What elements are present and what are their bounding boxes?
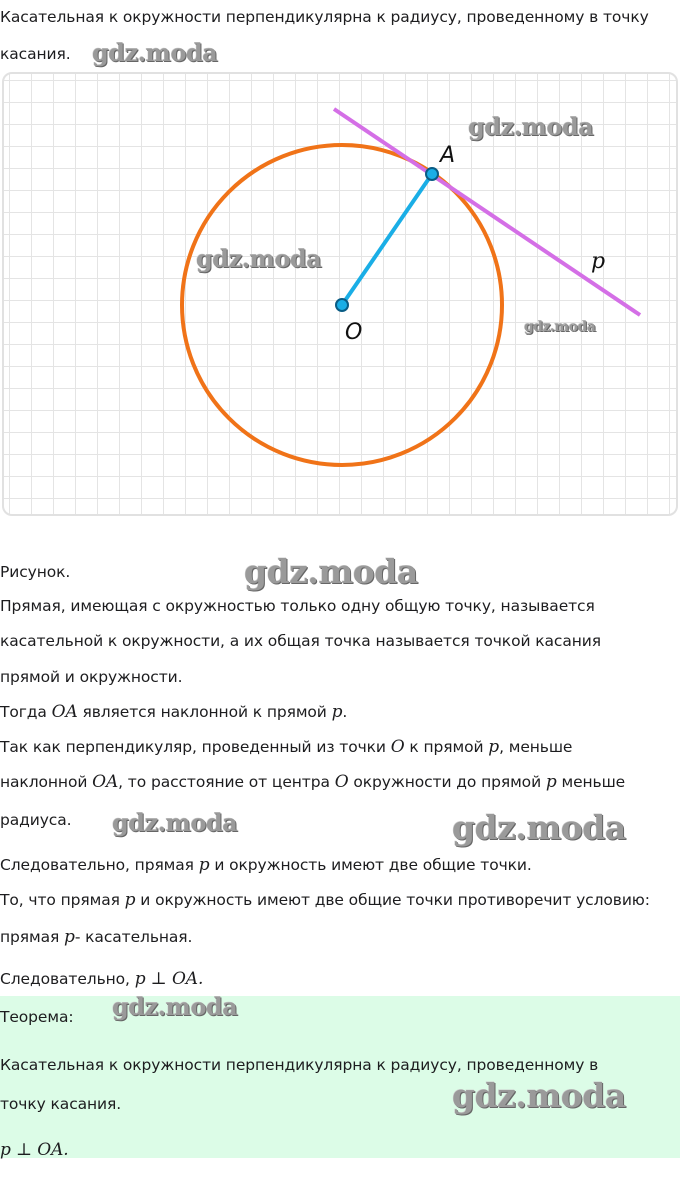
label-p: p — [591, 249, 606, 274]
text-run: прямая — [0, 928, 65, 946]
paragraph-line: Прямая, имеющая с окружностью только одну общую точку, называется — [0, 597, 595, 615]
radius-OA — [342, 174, 432, 305]
text-run: , меньше — [499, 738, 573, 756]
math-O: O — [334, 772, 349, 792]
watermark: gdz.moda — [112, 808, 238, 837]
label-A: A — [440, 143, 456, 168]
watermark: gdz.moda — [452, 808, 626, 847]
theorem-formula: p ⊥ OA. — [0, 1140, 69, 1160]
watermark: gdz.moda — [468, 112, 594, 141]
watermark: gdz.moda — [196, 244, 322, 273]
intro-line-2: касания. — [0, 45, 71, 63]
point-A — [426, 168, 438, 180]
point-O — [336, 299, 348, 311]
text-run: и окружность имеют две общие точки. — [209, 856, 532, 874]
text-run: - касательная. — [74, 928, 193, 946]
text-run: к прямой — [404, 738, 489, 756]
watermark: gdz.moda — [452, 1076, 626, 1115]
paragraph-line — [0, 855, 532, 875]
paragraph-line: касательной к окружности, а их общая точка называется точкой касания — [0, 632, 601, 650]
paragraph-line — [0, 737, 572, 757]
label-O: O — [345, 320, 363, 345]
theorem-title: Теорема: — [0, 1008, 74, 1026]
watermark: gdz.moda — [244, 552, 418, 591]
math-p: p — [124, 890, 136, 910]
theorem-line-2: точку касания. — [0, 1095, 122, 1113]
text-run: Так как перпендикуляр, проведенный из точки — [0, 738, 391, 756]
text-run: и окружность имеют две общие точки противоречит условию: — [135, 891, 650, 909]
paragraph-line: радиуса. — [0, 811, 72, 829]
text-run: То, что прямая — [0, 891, 125, 909]
text-run: . — [342, 703, 348, 721]
math-p: p — [64, 927, 75, 947]
text-run: меньше — [556, 773, 626, 791]
text-run: Следовательно, — [0, 970, 135, 988]
text-run: окружности до прямой — [348, 773, 546, 791]
theorem-line-1: Касательная к окружности перпендикулярна к радиусу, проведенному в — [0, 1056, 599, 1074]
paragraph-line — [0, 927, 192, 947]
text-run: наклонной — [0, 773, 93, 791]
watermark: gdz.moda — [112, 992, 238, 1021]
math-p: p — [331, 702, 343, 722]
paragraph-line — [0, 969, 203, 989]
text-run: Следовательно, прямая — [0, 856, 199, 874]
watermark: gdz.moda — [92, 38, 218, 67]
math-p: p — [198, 855, 210, 875]
math-O: O — [390, 737, 405, 757]
math-OA: OA — [92, 772, 119, 792]
paragraph-line — [0, 772, 625, 792]
math-p: p — [545, 772, 557, 792]
intro-line-1: Касательная к окружности перпендикулярна к радиусу, проведенному в точку — [0, 8, 649, 26]
math-p: p — [488, 737, 500, 757]
paragraph-line — [0, 702, 347, 722]
math-OA: OA — [51, 702, 78, 722]
text-run: Тогда — [0, 703, 52, 721]
paragraph-line: прямой и окружности. — [0, 668, 183, 686]
caption: Рисунок. — [0, 563, 71, 581]
math-p-perp-OA: p ⊥ OA. — [134, 969, 204, 989]
paragraph-line — [0, 890, 650, 910]
text-run: , то расстояние от центра — [118, 773, 335, 791]
text-run: является наклонной к прямой — [77, 703, 332, 721]
watermark: gdz.moda — [524, 319, 596, 335]
